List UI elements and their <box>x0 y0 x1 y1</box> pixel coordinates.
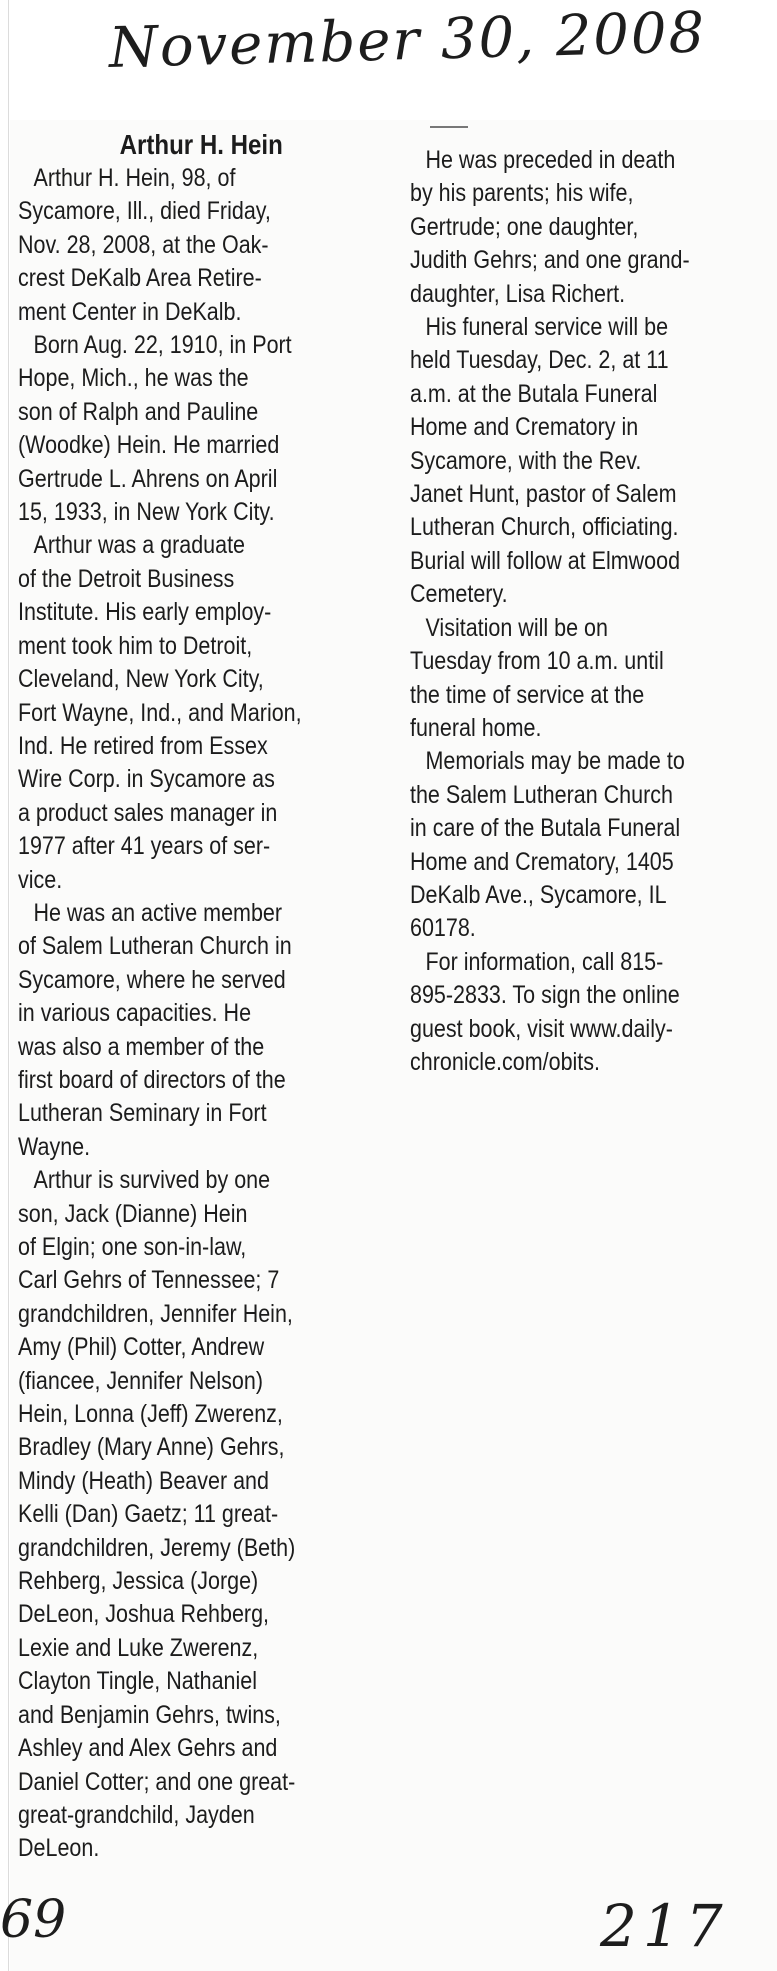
obituary-right-column <box>410 144 771 1079</box>
obituary-line: son, Jack (Dianne) Hein <box>18 1199 248 1228</box>
obituary-line: Wire Corp. in Sycamore as <box>18 765 275 794</box>
obituary-line: Kelli (Dan) Gaetz; 11 great- <box>18 1500 279 1529</box>
obituary-line: son of Ralph and Pauline <box>18 397 259 426</box>
obituary-line: ment took him to Detroit, <box>18 631 253 660</box>
obituary-line: 1977 after 41 years of ser- <box>18 832 271 861</box>
obituary-line: 15, 1933, in New York City. <box>18 498 275 527</box>
obituary-line: Wayne. <box>18 1132 91 1161</box>
obituary-line: Home and Crematory in <box>410 413 639 442</box>
obituary-line: His funeral service will be <box>425 313 669 342</box>
obituary-line: Mindy (Heath) Beaver and <box>18 1466 269 1495</box>
obituary-line: Sycamore, where he served <box>18 965 286 994</box>
handwritten-date: November 30, 2008 <box>108 0 708 81</box>
obituary-line: Cemetery. <box>410 580 508 609</box>
obituary-line: Lutheran Church, officiating. <box>410 513 679 542</box>
obituary-line: a product sales manager in <box>18 798 278 827</box>
obituary-line: Nov. 28, 2008, at the Oak- <box>18 230 269 259</box>
obituary-line: first board of directors of the <box>18 1065 286 1094</box>
obituary-line: Gertrude; one daughter, <box>410 212 639 241</box>
obituary-line: Arthur was a graduate <box>33 531 246 560</box>
obituary-line: 60178. <box>410 914 476 943</box>
obituary-line: Lutheran Seminary in Fort <box>18 1099 267 1128</box>
obituary-line: Born Aug. 22, 1910, in Port <box>33 331 292 360</box>
obituary-line: vice. <box>18 865 63 894</box>
obituary-line: the time of service at the <box>410 680 645 709</box>
obituary-line: great-grandchild, Jayden <box>18 1800 255 1829</box>
obituary-line: Institute. His early employ- <box>18 598 272 627</box>
obituary-line: grandchildren, Jeremy (Beth) <box>18 1533 296 1562</box>
obituary-line: Rehberg, Jessica (Jorge) <box>18 1567 259 1596</box>
obituary-line: DeLeon. <box>18 1834 100 1863</box>
obituary-headline: Arthur H. Hein <box>119 129 283 160</box>
obituary-line: in various capacities. He <box>18 999 252 1028</box>
obituary-line: of the Detroit Business <box>18 564 235 593</box>
right-column-text <box>410 144 771 1079</box>
obituary-line: (fiancee, Jennifer Nelson) <box>18 1366 263 1395</box>
obituary-line: and Benjamin Gehrs, twins, <box>18 1700 281 1729</box>
handwritten-page-number: 217 <box>600 1892 729 1960</box>
obituary-line: Carl Gehrs of Tennessee; 7 <box>18 1266 280 1295</box>
obituary-line: Sycamore, with the Rev. <box>410 446 642 475</box>
obituary-line: Bradley (Mary Anne) Gehrs, <box>18 1433 285 1462</box>
obituary-line: Clayton Tingle, Nathaniel <box>18 1667 258 1696</box>
obituary-line: funeral home. <box>410 713 542 742</box>
obituary-line: He was an active member <box>33 898 283 927</box>
obituary-line: DeLeon, Joshua Rehberg, <box>18 1600 270 1629</box>
obituary-line: For information, call 815- <box>425 947 664 976</box>
obituary-line: grandchildren, Jennifer Hein, <box>18 1299 293 1328</box>
obituary-line: the Salem Lutheran Church <box>410 780 673 809</box>
obituary-line: crest DeKalb Area Retire- <box>18 264 262 293</box>
obituary-line: Ashley and Alex Gehrs and <box>18 1734 278 1763</box>
obituary-line: Memorials may be made to <box>425 747 685 776</box>
obituary-line: Arthur is survived by one <box>33 1166 271 1195</box>
obituary-line: was also a member of the <box>18 1032 265 1061</box>
obituary-line: ment Center in DeKalb. <box>18 297 242 326</box>
obituary-line: Tuesday from 10 a.m. until <box>410 647 664 676</box>
obituary-left-column <box>18 128 384 1866</box>
obituary-line: Sycamore, Ill., died Friday, <box>18 197 271 226</box>
obituary-line: Ind. He retired from Essex <box>18 731 268 760</box>
obituary-line: Hope, Mich., he was the <box>18 364 249 393</box>
obituary-line: Gertrude L. Ahrens on April <box>18 464 278 493</box>
obituary-line: guest book, visit www.daily- <box>410 1014 673 1043</box>
obituary-line: Daniel Cotter; and one great- <box>18 1767 296 1796</box>
obituary-line: DeKalb Ave., Sycamore, IL <box>410 880 667 909</box>
obituary-line: chronicle.com/obits. <box>410 1047 601 1076</box>
obituary-line: held Tuesday, Dec. 2, at 11 <box>410 346 669 375</box>
obituary-line: Fort Wayne, Ind., and Marion, <box>18 698 302 727</box>
scan-edge-line <box>8 0 9 1971</box>
obituary-line: daughter, Lisa Richert. <box>410 279 626 308</box>
obituary-line: a.m. at the Butala Funeral <box>410 379 658 408</box>
obituary-line: (Woodke) Hein. He married <box>18 431 280 460</box>
obituary-line: He was preceded in death <box>425 146 676 174</box>
obituary-line: Visitation will be on <box>425 613 608 642</box>
obituary-line: Amy (Phil) Cotter, Andrew <box>18 1333 265 1362</box>
obituary-line: Lexie and Luke Zwerenz, <box>18 1633 259 1662</box>
obituary-line: Burial will follow at Elmwood <box>410 546 681 575</box>
obituary-line: Arthur H. Hein, 98, of <box>33 164 236 192</box>
obituary-line: in care of the Butala Funeral <box>410 814 681 843</box>
obituary-line: by his parents; his wife, <box>410 179 634 208</box>
column-top-rule <box>430 126 468 128</box>
obituary-line: Janet Hunt, pastor of Salem <box>410 480 677 509</box>
obituary-line: of Elgin; one son-in-law, <box>18 1233 247 1261</box>
obituary-line: Cleveland, New York City, <box>18 665 264 694</box>
left-column-text <box>18 162 384 1866</box>
obituary-line: Home and Crematory, 1405 <box>410 847 674 876</box>
obituary-line: Judith Gehrs; and one grand- <box>410 246 690 275</box>
obituary-line: of Salem Lutheran Church in <box>18 932 292 961</box>
handwritten-left-mark: 69 <box>0 1890 67 1950</box>
obituary-line: 895-2833. To sign the online <box>410 981 680 1010</box>
obituary-line: Hein, Lonna (Jeff) Zwerenz, <box>18 1400 283 1429</box>
